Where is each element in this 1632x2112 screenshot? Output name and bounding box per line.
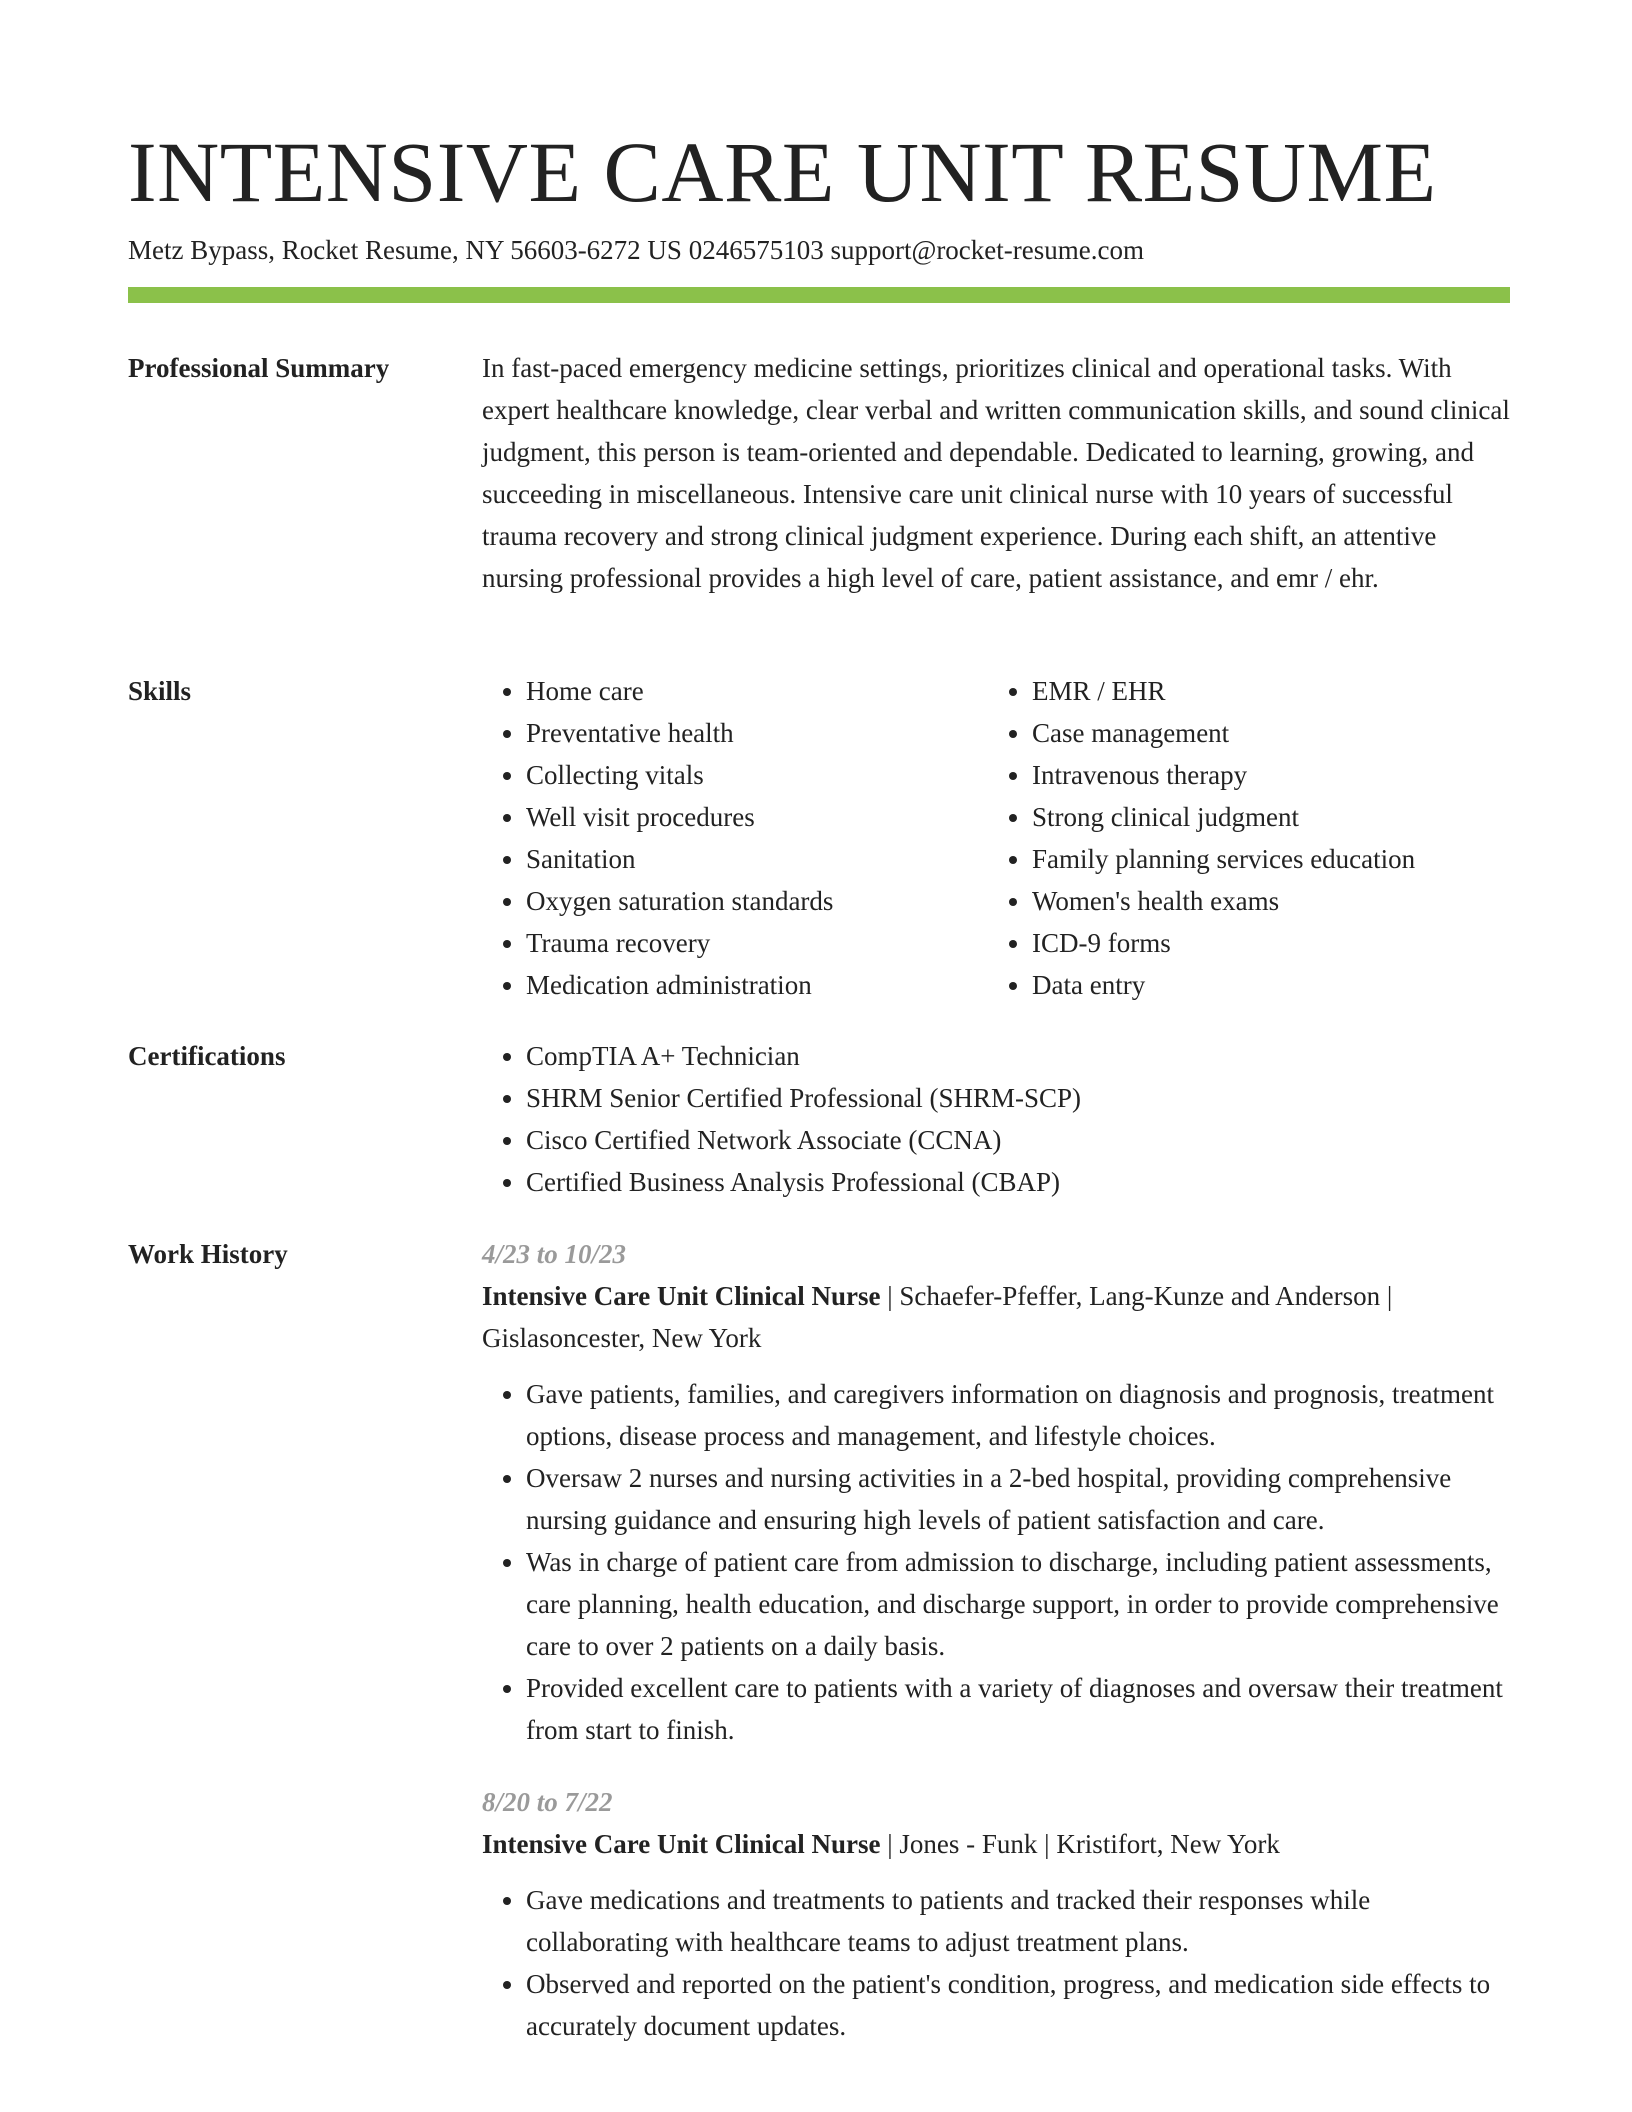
work-history-body (482, 1233, 1510, 2077)
job-bullets (482, 1373, 1510, 1751)
job-bullet: • Gave patients, families, and caregivers information on diagnosis and prognosis, treatment options, disease process and management, and lifestyle choices. (526, 1373, 1510, 1457)
certifications-heading: Certifications (128, 1041, 286, 1071)
work-history-heading: Work History (128, 1239, 288, 1269)
skill-item: • EMR / EHR (1032, 670, 1510, 712)
accent-divider (128, 287, 1510, 303)
job-date: 4/23 to 10/23 (482, 1239, 627, 1269)
job-title: Intensive Care Unit Clinical Nurse (482, 1829, 881, 1859)
job-bullet: • Oversaw 2 nurses and nursing activities in a 2-bed hospital, providing comprehensive nursing guidance and ensuring high levels of patient satisfaction and care. (526, 1457, 1510, 1541)
job-details: | Schaefer-Pfeffer, Lang-Kunze and Anderson | Gislasoncester, New York (482, 1281, 1393, 1353)
skill-item: • Home care (526, 670, 988, 712)
skill-item: • Case management (1032, 712, 1510, 754)
skill-item: • Family planning services education (1032, 838, 1510, 880)
job-bullet: • Gave medications and treatments to patients and tracked their responses while collaborating with healthcare teams to adjust treatment plans. (526, 1879, 1510, 1963)
certification-item: • Certified Business Analysis Professional (CBAP) (526, 1161, 1510, 1203)
job-bullet: • Observed and reported on the patient's condition, progress, and medication side effects to accurately document updates. (526, 1963, 1510, 2047)
job-date: 8/20 to 7/22 (482, 1787, 613, 1817)
certification-item: • SHRM Senior Certified Professional (SHRM-SCP) (526, 1077, 1510, 1119)
skill-item: • Sanitation (526, 838, 988, 880)
certifications-body (482, 1035, 1510, 1203)
job-heading (482, 1823, 1510, 1865)
skill-item: • Women's health exams (1032, 880, 1510, 922)
skill-item: • Trauma recovery (526, 922, 988, 964)
job-bullet: • Was in charge of patient care from admission to discharge, including patient assessments, care planning, health education, and discharge support, in order to provide comprehensive care to over 2 patients on a daily basis. (526, 1541, 1510, 1667)
skill-item: • Intravenous therapy (1032, 754, 1510, 796)
job-entry (482, 1781, 1510, 2047)
skills-body (482, 670, 1510, 1006)
skill-item: • Preventative health (526, 712, 988, 754)
certification-item: • CompTIA A+ Technician (526, 1035, 1510, 1077)
skill-item: • Data entry (1032, 964, 1510, 1006)
summary-heading: Professional Summary (128, 353, 390, 383)
job-bullets (482, 1879, 1510, 2047)
job-title: Intensive Care Unit Clinical Nurse (482, 1281, 881, 1311)
job-bullet: • Provided excellent care to patients with a variety of diagnoses and oversaw their treatment from start to finish. (526, 1667, 1510, 1751)
skill-item: • Well visit procedures (526, 796, 988, 838)
certifications-list (482, 1035, 1510, 1203)
skill-item: • Collecting vitals (526, 754, 988, 796)
job-details: | Jones - Funk | Kristifort, New York (880, 1829, 1280, 1859)
job-entry (482, 1233, 1510, 1751)
certification-item: • Cisco Certified Network Associate (CCNA) (526, 1119, 1510, 1161)
skills-list-left (482, 670, 988, 1006)
summary-text: In fast-paced emergency medicine settings, prioritizes clinical and operational tasks. With expert healthcare knowledge, clear verbal and written communication skills, and sound clinical judgment, this person is team-oriented and dependable. Dedicated to learning, growing, and succeeding in miscellaneous. Intensive care unit clinical nurse with 10 years of successful trauma recovery and strong clinical judgment experience. During each shift, an attentive nursing professional provides a high level of care, patient assistance, and emr / ehr. (482, 353, 1510, 593)
contact-line: Metz Bypass, Rocket Resume, NY 56603-6272 US 0246575103 support@rocket-resume.com (128, 235, 1144, 265)
summary-body (482, 347, 1510, 599)
resume-title: INTENSIVE CARE UNIT RESUME (128, 124, 1437, 220)
job-heading (482, 1275, 1510, 1359)
skill-item: • Oxygen saturation standards (526, 880, 988, 922)
skill-item: • Medication administration (526, 964, 988, 1006)
skills-heading: Skills (128, 676, 192, 706)
skill-item: • ICD-9 forms (1032, 922, 1510, 964)
skills-list-right (988, 670, 1510, 1006)
skill-item: • Strong clinical judgment (1032, 796, 1510, 838)
